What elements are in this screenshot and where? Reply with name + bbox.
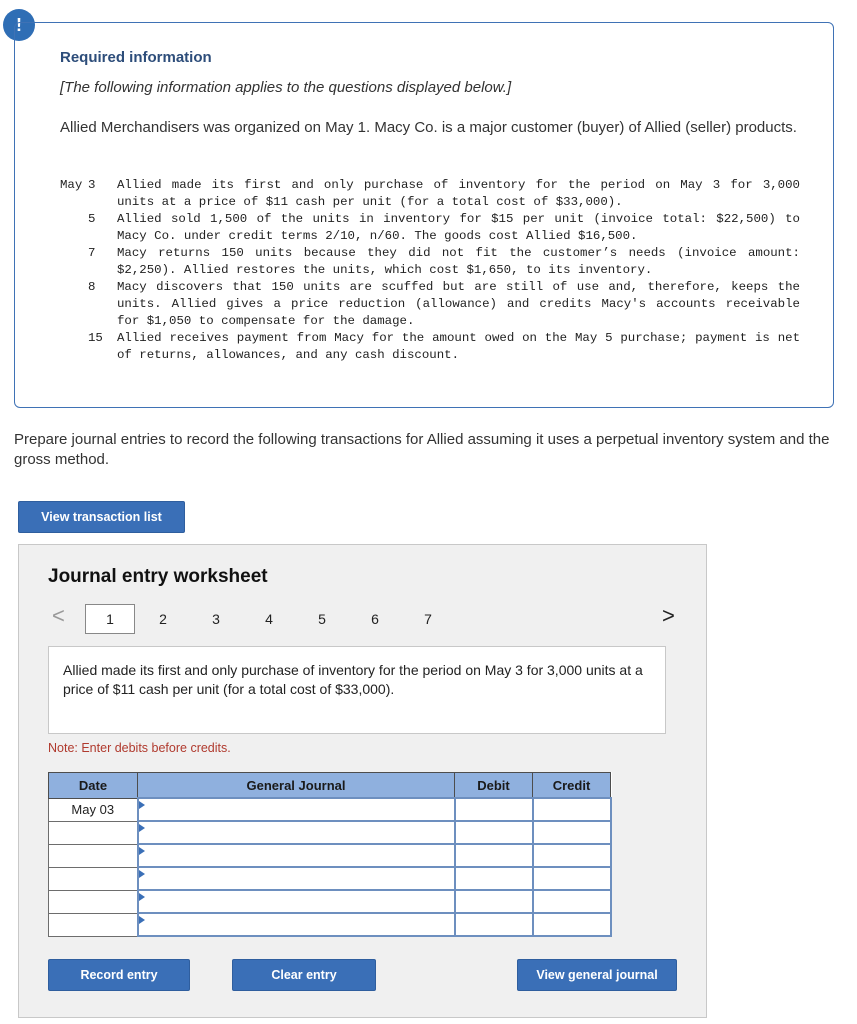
view-transaction-list-button[interactable]: View transaction list	[18, 501, 185, 533]
credit-input[interactable]	[533, 867, 611, 890]
debit-input[interactable]	[455, 821, 533, 844]
transaction-item	[60, 245, 800, 279]
credit-input[interactable]	[533, 844, 611, 867]
transaction-text: Allied receives payment from Macy for the amount owed on the May 5 purchase; payment is net of returns, allowances, and any cash discount.	[117, 331, 800, 362]
transaction-day: 7	[88, 246, 96, 260]
account-input[interactable]	[138, 821, 455, 844]
account-input[interactable]	[138, 913, 455, 936]
column-header-debit: Debit	[455, 773, 533, 799]
dropdown-marker-icon	[139, 916, 145, 924]
table-row	[49, 913, 611, 936]
table-row	[49, 890, 611, 913]
column-header-date: Date	[49, 773, 138, 799]
transaction-list	[60, 177, 800, 364]
transaction-month: May	[60, 178, 83, 192]
info-title: Required information	[60, 49, 212, 66]
date-cell[interactable]	[49, 867, 138, 890]
date-cell[interactable]	[49, 890, 138, 913]
account-input[interactable]	[138, 844, 455, 867]
info-subtitle: [The following information applies to the questions displayed below.]	[60, 79, 512, 96]
transaction-text: Macy returns 150 units because they did not fit the customer’s needs (invoice amount: $2,250). Allied restores the units, which cost $1,650, to its inventory.	[117, 246, 800, 277]
dropdown-marker-icon	[139, 824, 145, 832]
account-input[interactable]	[138, 867, 455, 890]
transaction-item	[60, 330, 800, 364]
account-input[interactable]	[138, 890, 455, 913]
view-general-journal-button[interactable]: View general journal	[517, 959, 677, 991]
table-row	[49, 821, 611, 844]
chevron-left-icon[interactable]: <	[52, 603, 65, 628]
transaction-text: Allied made its first and only purchase of inventory for the period on May 3 for 3,000 units at a price of $11 cash per unit (for a total cost of $33,000).	[117, 178, 800, 209]
record-entry-button[interactable]: Record entry	[48, 959, 190, 991]
column-header-general-journal: General Journal	[138, 773, 455, 799]
transaction-description-text: Allied made its first and only purchase of inventory for the period on May 3 for 3,000 units at a price of $11 cash per unit (for a total cost of $33,000).	[63, 662, 643, 697]
alert-icon: !	[3, 9, 35, 41]
page-tab-1[interactable]: 1	[85, 604, 135, 634]
debit-input[interactable]	[455, 798, 533, 821]
table-row	[49, 844, 611, 867]
page-tab-6[interactable]: 6	[371, 611, 379, 627]
table-row	[49, 867, 611, 890]
credit-input[interactable]	[533, 821, 611, 844]
page-tab-3[interactable]: 3	[212, 611, 220, 627]
transaction-text: Macy discovers that 150 units are scuffed but are still of use and, therefore, keeps the units. Allied gives a price reduction (allowance) and credits Macy's accounts receivable for $1,050 to compensate for the damage.	[117, 280, 800, 328]
debit-input[interactable]	[455, 844, 533, 867]
transaction-text: Allied sold 1,500 of the units in inventory for $15 per unit (invoice total: $22,500) to Macy Co. under credit terms 2/10, n/60. The goods cost Allied $16,500.	[117, 212, 800, 243]
account-input[interactable]	[138, 798, 455, 821]
date-cell[interactable]	[49, 844, 138, 867]
page-tab-5[interactable]: 5	[318, 611, 326, 627]
debit-input[interactable]	[455, 867, 533, 890]
dropdown-marker-icon	[139, 801, 145, 809]
date-cell[interactable]	[49, 821, 138, 844]
credit-input[interactable]	[533, 798, 611, 821]
transaction-item	[60, 279, 800, 330]
transaction-day: 3	[88, 178, 96, 192]
debit-input[interactable]	[455, 913, 533, 936]
clear-entry-button[interactable]: Clear entry	[232, 959, 376, 991]
date-cell[interactable]	[49, 913, 138, 936]
transaction-day: 15	[88, 331, 103, 345]
page-tab-7[interactable]: 7	[424, 611, 432, 627]
journal-entry-table	[48, 772, 612, 937]
question-prompt: Prepare journal entries to record the following transactions for Allied assuming it uses a perpetual inventory system and the gross method.	[14, 431, 830, 468]
credit-input[interactable]	[533, 913, 611, 936]
page-tab-2[interactable]: 2	[159, 611, 167, 627]
date-cell[interactable]: May 03	[49, 798, 138, 821]
debit-input[interactable]	[455, 890, 533, 913]
worksheet-title: Journal entry worksheet	[48, 566, 268, 587]
dropdown-marker-icon	[139, 893, 145, 901]
dropdown-marker-icon	[139, 870, 145, 878]
table-row	[49, 798, 611, 821]
entry-note: Note: Enter debits before credits.	[48, 741, 231, 755]
page-tab-4[interactable]: 4	[265, 611, 273, 627]
credit-input[interactable]	[533, 890, 611, 913]
info-intro: Allied Merchandisers was organized on May 1. Macy Co. is a major customer (buyer) of Allied (seller) products.	[60, 119, 797, 136]
table-header-row	[49, 773, 611, 799]
transaction-item	[60, 177, 800, 211]
chevron-right-icon[interactable]: >	[662, 603, 675, 628]
column-header-credit: Credit	[533, 773, 611, 799]
dropdown-marker-icon	[139, 847, 145, 855]
transaction-day: 8	[88, 280, 96, 294]
transaction-item	[60, 211, 800, 245]
transaction-day: 5	[88, 212, 96, 226]
transaction-description	[48, 646, 666, 734]
